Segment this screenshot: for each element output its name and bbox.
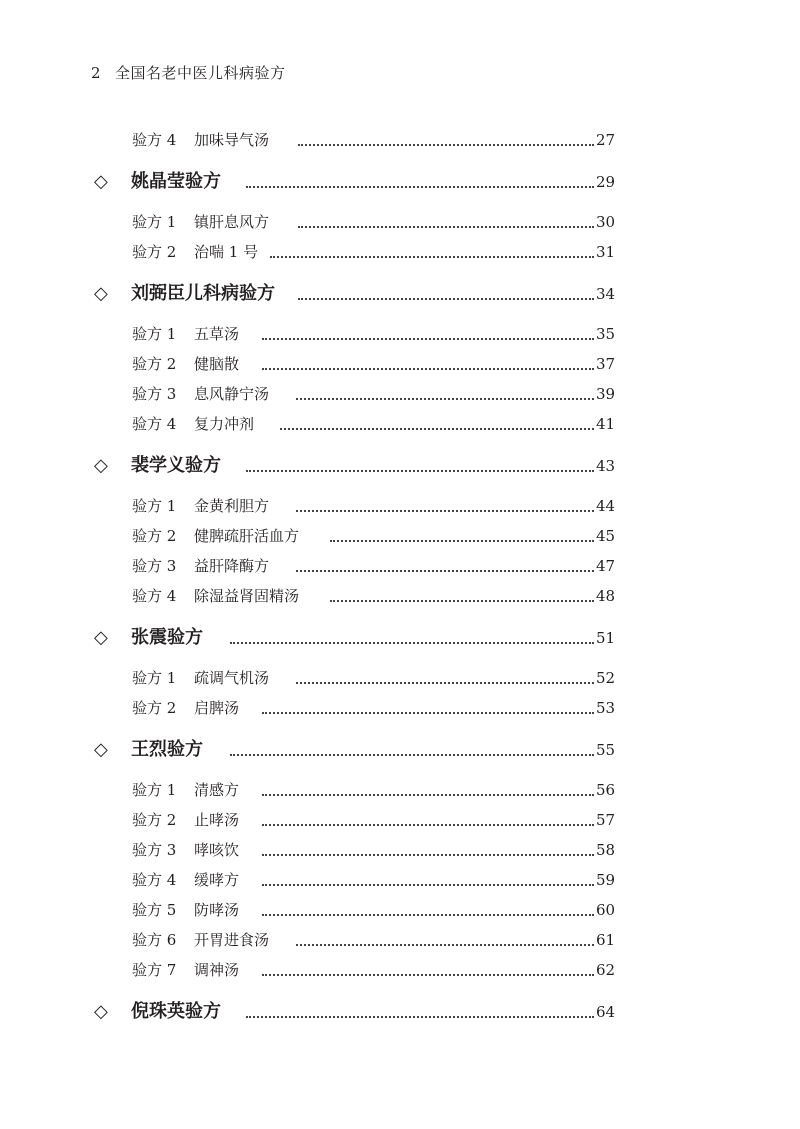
item-title: 开胃进食汤	[194, 931, 270, 949]
item-label	[132, 584, 299, 608]
page-number: 60	[596, 901, 616, 919]
toc-section-entry[interactable]	[0, 454, 800, 478]
dot-leader	[296, 510, 594, 512]
diamond-marker-icon: ◇	[94, 739, 108, 760]
item-title: 缓哮方	[194, 871, 240, 889]
item-title: 防哮汤	[194, 901, 240, 919]
dot-leader	[296, 944, 594, 946]
dot-leader	[246, 1016, 594, 1018]
item-prefix: 验方 1	[132, 497, 177, 515]
item-title: 益肝降酶方	[194, 557, 270, 575]
item-prefix: 验方 6	[132, 931, 177, 949]
item-label	[132, 666, 269, 690]
item-prefix: 验方 4	[132, 415, 177, 433]
page-number: 29	[596, 173, 616, 191]
toc-item-entry[interactable]	[0, 898, 800, 922]
toc-section-entry[interactable]	[0, 282, 800, 306]
page-number: 55	[596, 741, 616, 759]
dot-leader	[262, 794, 594, 796]
item-label	[132, 898, 239, 922]
item-label	[132, 322, 239, 346]
dot-leader	[298, 298, 594, 300]
item-label	[132, 838, 239, 862]
dot-leader	[296, 570, 594, 572]
diamond-marker-icon: ◇	[94, 171, 108, 192]
item-label	[132, 412, 254, 436]
item-prefix: 验方 1	[132, 325, 177, 343]
item-title: 镇肝息风方	[194, 213, 270, 231]
dot-leader	[230, 642, 594, 644]
item-prefix: 验方 2	[132, 811, 177, 829]
dot-leader	[262, 854, 594, 856]
page-number: 52	[596, 669, 616, 687]
toc-item-entry[interactable]	[0, 524, 800, 548]
dot-leader	[262, 884, 594, 886]
section-title: 姚晶莹验方	[131, 171, 221, 192]
item-prefix: 验方 4	[132, 131, 177, 149]
item-title: 疏调气机汤	[194, 669, 270, 687]
item-title: 五草汤	[194, 325, 240, 343]
toc-section-entry[interactable]	[0, 1000, 800, 1024]
toc-item-entry[interactable]	[0, 838, 800, 862]
item-title: 健脾疏肝活血方	[194, 527, 300, 545]
dot-leader	[296, 682, 594, 684]
page-number: 62	[596, 961, 616, 979]
dot-leader	[262, 712, 594, 714]
item-label	[132, 210, 269, 234]
page-number: 43	[596, 457, 616, 475]
toc-item-entry[interactable]	[0, 128, 800, 152]
item-title: 健脑散	[194, 355, 240, 373]
dot-leader	[262, 974, 594, 976]
dot-leader	[246, 186, 594, 188]
toc-item-entry[interactable]	[0, 210, 800, 234]
page-number: 27	[596, 131, 616, 149]
toc-item-entry[interactable]	[0, 696, 800, 720]
dot-leader	[330, 600, 594, 602]
dot-leader	[246, 470, 594, 472]
item-label	[132, 554, 269, 578]
toc-item-entry[interactable]	[0, 322, 800, 346]
section-title: 倪珠英验方	[131, 1001, 221, 1022]
page-number: 51	[596, 629, 616, 647]
diamond-marker-icon: ◇	[94, 283, 108, 304]
item-prefix: 验方 2	[132, 699, 177, 717]
diamond-marker-icon: ◇	[94, 455, 108, 476]
toc-item-entry[interactable]	[0, 412, 800, 436]
toc-item-entry[interactable]	[0, 778, 800, 802]
item-title: 加味导气汤	[194, 131, 270, 149]
page-number: 35	[596, 325, 616, 343]
page-number: 37	[596, 355, 616, 373]
item-prefix: 验方 3	[132, 841, 177, 859]
page-number: 61	[596, 931, 616, 949]
page-number: 44	[596, 497, 616, 515]
diamond-marker-icon: ◇	[94, 627, 108, 648]
toc-item-entry[interactable]	[0, 928, 800, 952]
page-number: 34	[596, 285, 616, 303]
item-title: 金黄利胆方	[194, 497, 270, 515]
item-label	[132, 128, 269, 152]
item-prefix: 验方 1	[132, 213, 177, 231]
page-number: 64	[596, 1003, 616, 1021]
item-label	[132, 958, 239, 982]
toc-item-entry[interactable]	[0, 382, 800, 406]
toc-item-entry[interactable]	[0, 808, 800, 832]
toc-item-entry[interactable]	[0, 958, 800, 982]
page-number: 41	[596, 415, 616, 433]
item-prefix: 验方 4	[132, 587, 177, 605]
toc-section-entry[interactable]	[0, 170, 800, 194]
item-title: 息风静宁汤	[194, 385, 270, 403]
page-number: 30	[596, 213, 616, 231]
toc-item-entry[interactable]	[0, 240, 800, 264]
item-label	[132, 808, 239, 832]
toc-section-entry[interactable]	[0, 626, 800, 650]
item-prefix: 验方 1	[132, 669, 177, 687]
item-label	[132, 778, 239, 802]
dot-leader	[262, 338, 594, 340]
toc-item-entry[interactable]	[0, 352, 800, 376]
toc-section-entry[interactable]	[0, 738, 800, 762]
page-number: 45	[596, 527, 616, 545]
section-title: 刘弼臣儿科病验方	[131, 283, 275, 304]
item-title: 启脾汤	[194, 699, 240, 717]
toc-item-entry[interactable]	[0, 554, 800, 578]
page-number: 48	[596, 587, 616, 605]
item-prefix: 验方 2	[132, 527, 177, 545]
item-title: 除湿益肾固精汤	[194, 587, 300, 605]
dot-leader	[230, 754, 594, 756]
section-title: 张震验方	[131, 627, 203, 648]
dot-leader	[270, 256, 594, 258]
toc-item-entry[interactable]	[0, 666, 800, 690]
item-prefix: 验方 2	[132, 355, 177, 373]
page-number: 59	[596, 871, 616, 889]
item-title: 哮咳饮	[194, 841, 240, 859]
toc-item-entry[interactable]	[0, 584, 800, 608]
item-label	[132, 696, 239, 720]
item-prefix: 验方 7	[132, 961, 177, 979]
item-label	[132, 382, 269, 406]
toc-item-entry[interactable]	[0, 868, 800, 892]
section-title: 裴学义验方	[131, 455, 221, 476]
dot-leader	[296, 398, 594, 400]
item-label	[132, 868, 239, 892]
page-number: 57	[596, 811, 616, 829]
item-label	[132, 524, 299, 548]
page-number: 56	[596, 781, 616, 799]
diamond-marker-icon: ◇	[94, 1001, 108, 1022]
page-number: 39	[596, 385, 616, 403]
page-number: 31	[596, 243, 616, 261]
dot-leader	[262, 824, 594, 826]
item-prefix: 验方 2	[132, 243, 177, 261]
dot-leader	[280, 428, 594, 430]
dot-leader	[298, 144, 594, 146]
header-book-title: 全国名老中医儿科病验方	[115, 64, 286, 82]
item-label	[132, 352, 239, 376]
item-prefix: 验方 3	[132, 557, 177, 575]
section-title: 王烈验方	[131, 739, 203, 760]
item-title: 调神汤	[194, 961, 240, 979]
header-page-number: 2	[91, 64, 102, 82]
dot-leader	[262, 914, 594, 916]
item-label	[132, 928, 269, 952]
item-title: 复力冲剂	[194, 415, 255, 433]
dot-leader	[298, 226, 594, 228]
page-number: 47	[596, 557, 616, 575]
page-number: 53	[596, 699, 616, 717]
item-label	[132, 240, 258, 264]
dot-leader	[330, 540, 594, 542]
item-prefix: 验方 3	[132, 385, 177, 403]
item-title: 清感方	[194, 781, 240, 799]
page-number: 58	[596, 841, 616, 859]
item-label	[132, 494, 269, 518]
item-prefix: 验方 4	[132, 871, 177, 889]
item-title: 止哮汤	[194, 811, 240, 829]
item-title: 治喘 1 号	[194, 243, 259, 261]
toc-item-entry[interactable]	[0, 494, 800, 518]
item-prefix: 验方 1	[132, 781, 177, 799]
item-prefix: 验方 5	[132, 901, 177, 919]
dot-leader	[262, 368, 594, 370]
